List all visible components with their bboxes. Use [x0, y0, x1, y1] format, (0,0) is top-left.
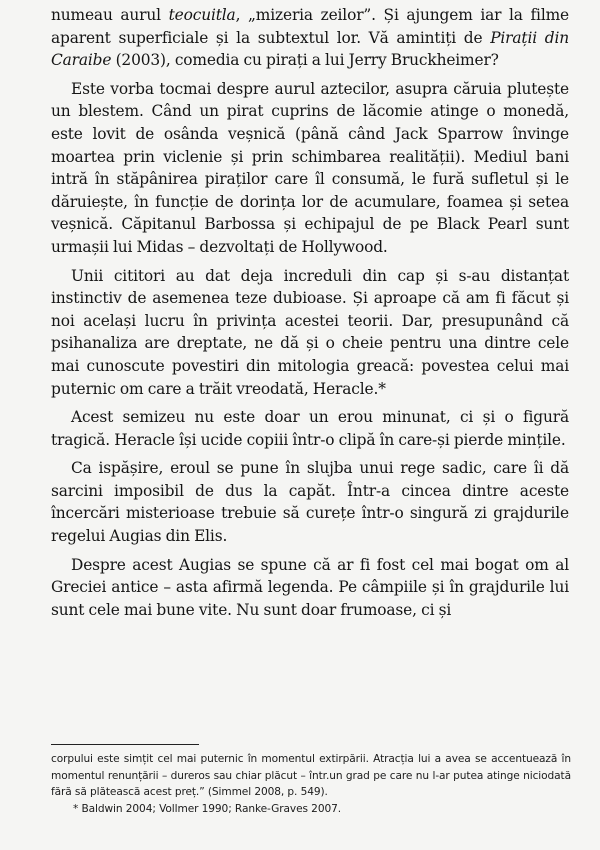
footnotes: [51, 751, 571, 818]
main-text: [51, 4, 569, 627]
text-run: (2003), comedia cu pirați a lui Jerry Bruckheimer?: [111, 51, 499, 70]
paragraph-2: Este vorba tocmai despre aurul aztecilor, asupra căruia plutește un blestem. Când un pirat cuprins de lăcomie atinge o monedă, este lovit de osânda veșnică (până când Jack Sparrow învinge moartea prin viclenie și prin schimbarea realității). Mediul bani intră în stăpânirea piraților care îl consumă, le fură sufletul și le dăruiește, în funcție de dorința lor de acumulare, foamea și setea veșnică. Căpitanul Barbossa și echipajul de pe Black Pearl sunt urmașii lui Midas – dezvoltați de Hollywood.: [51, 79, 569, 256]
paragraph-3: Unii cititori au dat deja increduli din cap și s-au distanțat instinctiv de asemenea teze dubioase. Și aproape că am fi făcut și noi același lucru în privința acestei teorii. Dar, presupunând că psihanaliza are dreptate, ne dă și o cheie pentru una dintre cele mai cunoscute povestiri din mitologia greacă: povestea celui mai puternic om care a trăit vreodată, Heracle.*: [51, 266, 569, 398]
paragraph-5: Ca ispășire, eroul se pune în slujba unui rege sadic, care îi dă sarcini imposibil de dus la capăt. Într-a cincea dintre aceste încercări misterioase trebuie să curețe într-o singură zi grajdurile regelui Augias din Elis.: [51, 459, 569, 546]
italic-film-title: Pirații din Caraibe: [51, 28, 569, 70]
text-run: numeau aurul: [51, 6, 169, 24]
paragraph-6: Despre acest Augias se spune că ar fi fost cel mai bogat om al Greciei antice – asta afirmă legenda. Pe câmpiile și în grajdurile lui sunt cele mai bune vite. Nu sunt doar frumoase, ci și: [51, 555, 569, 619]
paragraph-4: Acest semizeu nu este doar un erou minunat, ci și o figură tragică. Heracle își ucide copiii într-o clipă în care-și pierde mințile.: [51, 408, 569, 449]
footnote-star: * Baldwin 2004; Vollmer 1990; Ranke-Graves 2007.: [73, 803, 342, 816]
footnote-rule: [51, 744, 199, 745]
text-run: , „mizeria zeilor”. Și ajungem iar la filme aparent superficiale și la subtextul lor. Vă amintiți de: [51, 6, 569, 47]
italic-term: teocuitla: [168, 6, 236, 24]
paragraph-1: [51, 4, 569, 72]
footnote-continued: corpului este simțit cel mai puternic în momentul extirpării. Atracția lui a avea se accentuează în momentul renunțării – dureros sau chiar plăcut – într.un grad pe care nu l-ar putea atinge niciodată fără să plătească acest preț.” (Simmel 2008, p. 549).: [51, 753, 571, 799]
